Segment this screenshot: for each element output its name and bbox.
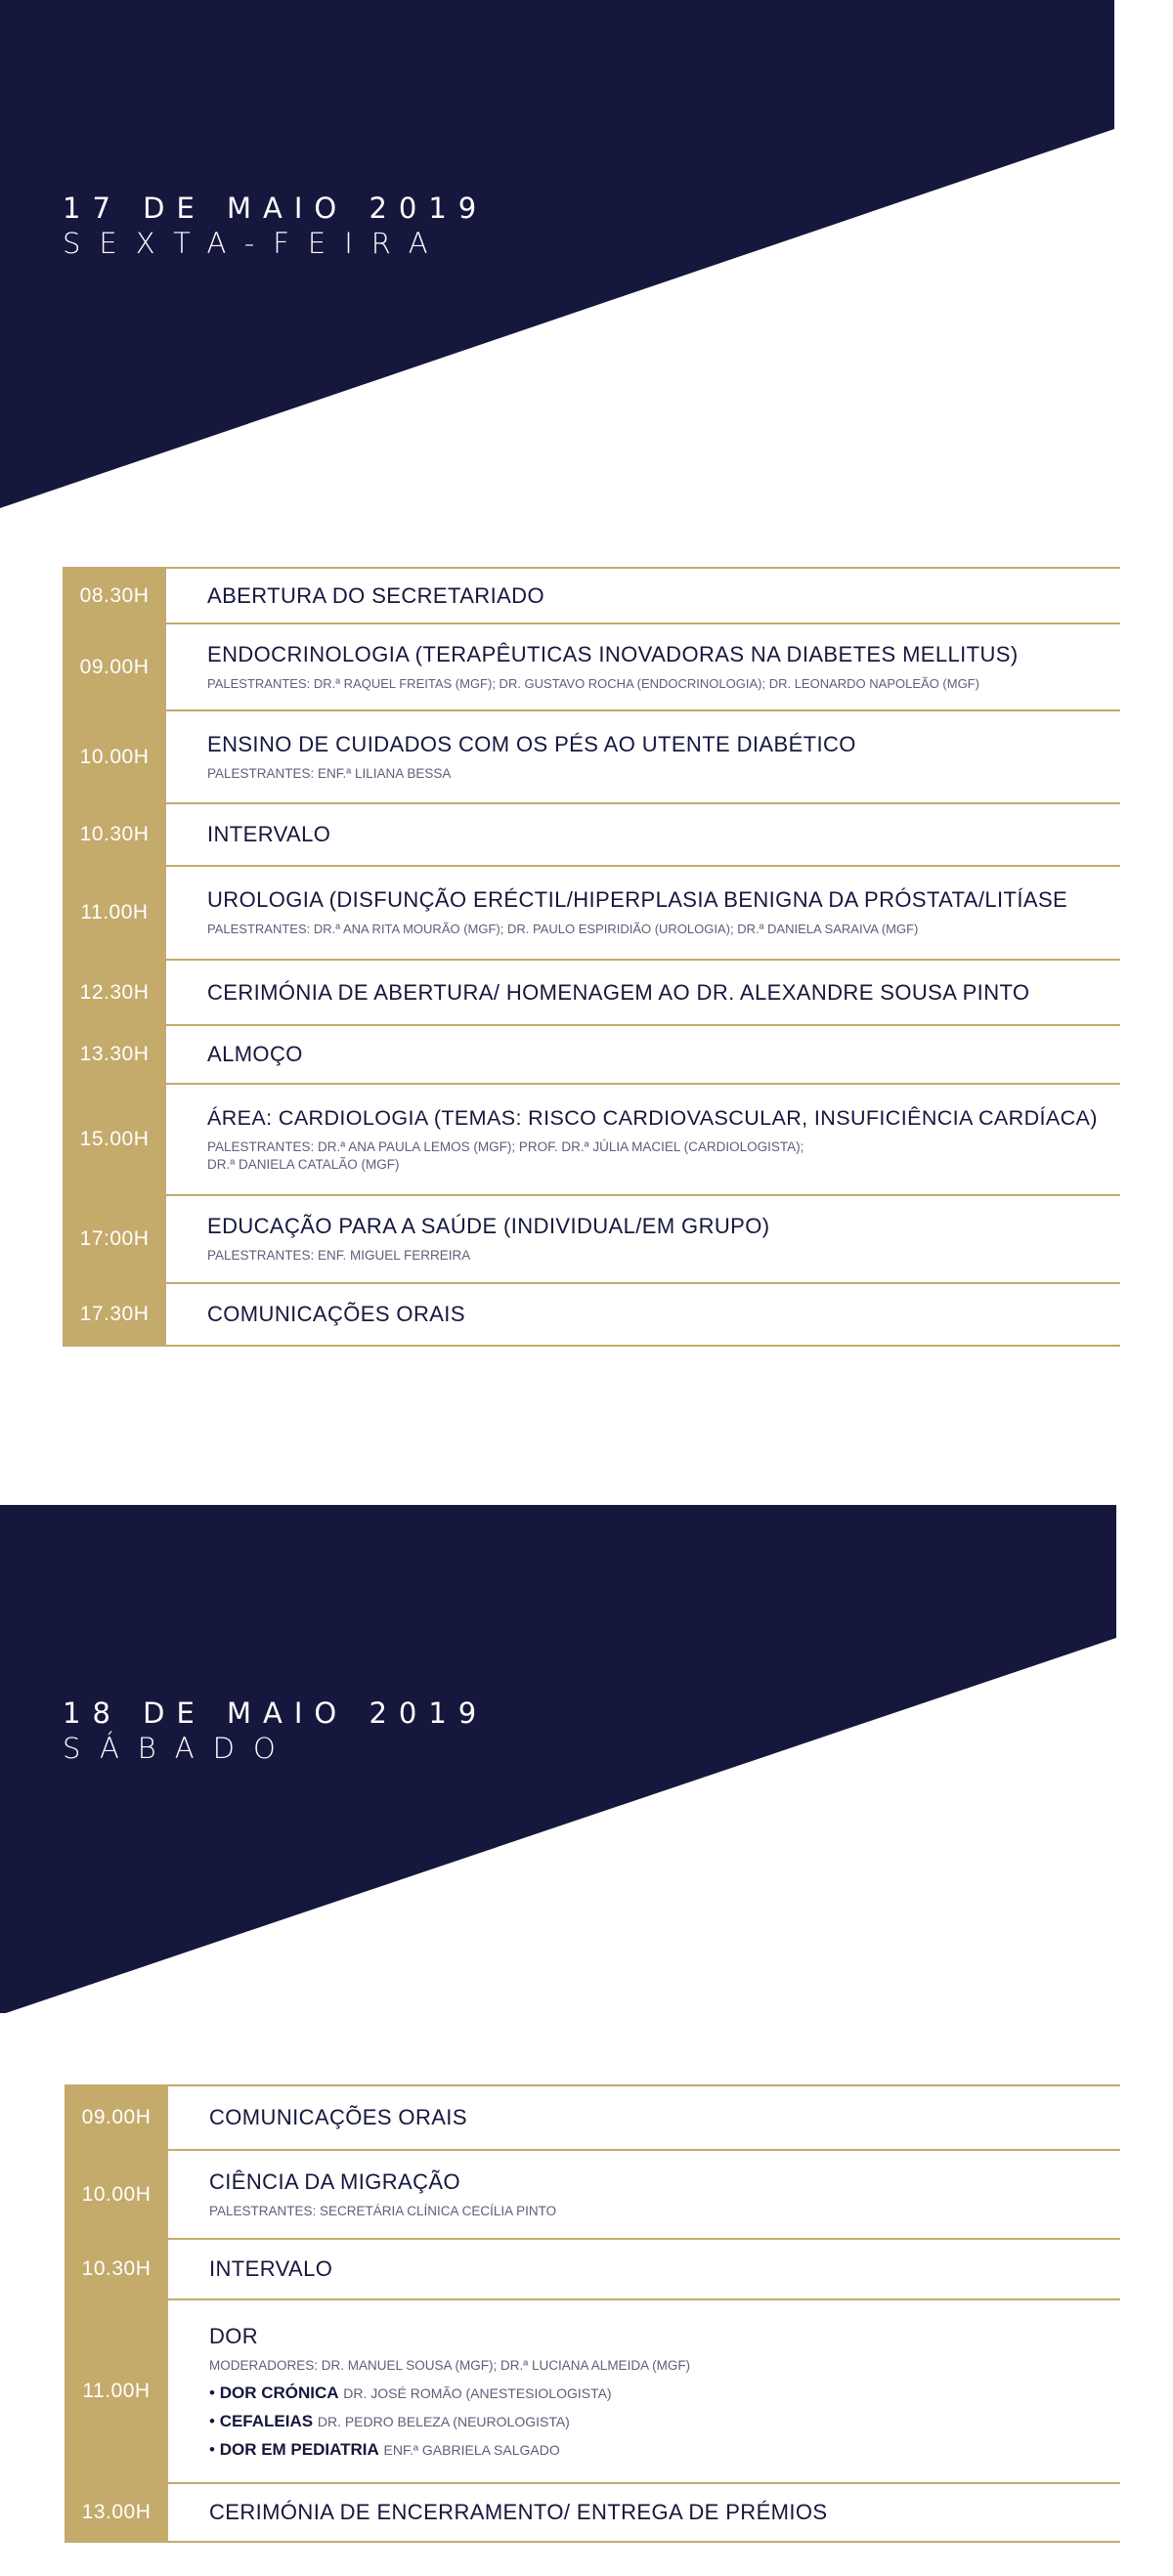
table-row bbox=[63, 867, 1120, 961]
schedule-table bbox=[65, 2084, 1120, 2543]
session-time: 13.30H bbox=[63, 1026, 166, 1083]
bullet-speaker: ENF.ª GABRIELA SALGADO bbox=[383, 2441, 560, 2458]
day-weekday: SEXTA-FEIRA bbox=[63, 227, 447, 260]
table-row bbox=[65, 2151, 1120, 2240]
session-content bbox=[166, 1026, 1120, 1083]
session-title: ENDOCRINOLOGIA (TERAPÊUTICAS INOVADORAS NA DIABETES MELLITUS) bbox=[207, 641, 1019, 666]
session-content bbox=[166, 804, 1120, 865]
session-time: 12.30H bbox=[63, 961, 166, 1024]
session-speakers: PALESTRANTES: DR.ª ANA RITA MOURÃO (MGF); DR. PAULO ESPIRIDIÃO (UROLOGIA); DR.ª DANIELA SARAIVA (MGF) bbox=[207, 922, 919, 936]
session-title: CERIMÓNIA DE ABERTURA/ HOMENAGEM AO DR. ALEXANDRE SOUSA PINTO bbox=[207, 979, 1030, 1005]
session-time: 17:00H bbox=[63, 1196, 166, 1282]
session-time: 08.30H bbox=[63, 569, 166, 623]
session-speakers: PALESTRANTES: SECRETÁRIA CLÍNICA CECÍLIA PINTO bbox=[209, 2203, 557, 2218]
table-row bbox=[65, 2086, 1120, 2151]
table-row bbox=[63, 804, 1120, 867]
table-row bbox=[63, 624, 1120, 711]
session-content bbox=[166, 1196, 1120, 1282]
table-row bbox=[65, 2300, 1120, 2484]
session-content bbox=[166, 1284, 1120, 1345]
session-content bbox=[166, 569, 1120, 623]
session-time: 10.00H bbox=[65, 2151, 168, 2238]
session-content bbox=[168, 2086, 1120, 2149]
table-row bbox=[63, 1196, 1120, 1284]
session-content bbox=[166, 624, 1120, 709]
session-content bbox=[168, 2151, 1120, 2238]
session-content bbox=[166, 867, 1120, 959]
session-content bbox=[168, 2300, 1120, 2482]
session-speakers: PALESTRANTES: DR.ª RAQUEL FREITAS (MGF); DR. GUSTAVO ROCHA (ENDOCRINOLOGIA); DR. LEONARDO NAPOLEÃO (MGF) bbox=[207, 675, 979, 691]
session-title: CERIMÓNIA DE ENCERRAMENTO/ ENTREGA DE PRÉMIOS bbox=[209, 2500, 828, 2524]
session-content bbox=[166, 1085, 1120, 1194]
session-title: COMUNICAÇÕES ORAIS bbox=[207, 1302, 465, 1326]
table-row bbox=[63, 569, 1120, 624]
session-time: 10.30H bbox=[63, 804, 166, 865]
session-time: 10.00H bbox=[63, 711, 166, 802]
bullet-topic: CEFALEIAS bbox=[219, 2411, 314, 2430]
table-row bbox=[63, 711, 1120, 804]
session-speakers: PALESTRANTES: ENF. MIGUEL FERREIRA bbox=[207, 1248, 471, 1263]
session-time: 09.00H bbox=[65, 2086, 168, 2149]
session-title: DOR bbox=[209, 2323, 259, 2348]
day-date: 18 DE MAIO 2019 bbox=[63, 1696, 489, 1730]
session-title: INTERVALO bbox=[209, 2256, 333, 2281]
day-date: 17 DE MAIO 2019 bbox=[63, 192, 489, 225]
session-speakers: PALESTRANTES: ENF.ª LILIANA BESSA bbox=[207, 765, 452, 781]
session-time: 11.00H bbox=[63, 867, 166, 959]
session-title: CIÊNCIA DA MIGRAÇÃO bbox=[209, 2168, 460, 2194]
session-content bbox=[168, 2484, 1120, 2541]
session-title: ÁREA: CARDIOLOGIA (TEMAS: RISCO CARDIOVASCULAR, INSUFICIÊNCIA CARDÍACA) bbox=[207, 1105, 1098, 1130]
session-time: 17.30H bbox=[63, 1284, 166, 1345]
session-title: EDUCAÇÃO PARA A SAÚDE (INDIVIDUAL/EM GRUPO) bbox=[207, 1214, 770, 1238]
session-title: UROLOGIA (DISFUNÇÃO ERÉCTIL/HIPERPLASIA BENIGNA DA PRÓSTATA/LITÍASE bbox=[207, 887, 1068, 912]
session-speakers: MODERADORES: DR. MANUEL SOUSA (MGF); DR.ª LUCIANA ALMEIDA (MGF) bbox=[209, 2357, 691, 2373]
session-title: INTERVALO bbox=[207, 822, 331, 846]
table-row bbox=[63, 1085, 1120, 1196]
list-item: • DOR CRÓNICA DR. JOSÉ ROMÃO (ANESTESIOLOGISTA) bbox=[209, 2383, 612, 2402]
list-item: • CEFALEIAS DR. PEDRO BELEZA (NEUROLOGISTA) bbox=[209, 2411, 570, 2430]
table-row bbox=[65, 2240, 1120, 2300]
session-title: COMUNICAÇÕES ORAIS bbox=[209, 2105, 467, 2129]
table-row bbox=[63, 1026, 1120, 1085]
session-title: ENSINO DE CUIDADOS COM OS PÉS AO UTENTE DIABÉTICO bbox=[207, 731, 856, 756]
session-content bbox=[168, 2240, 1120, 2298]
session-time: 13.00H bbox=[65, 2484, 168, 2541]
day-banner bbox=[0, 1505, 1173, 2013]
session-title: ALMOÇO bbox=[207, 1042, 303, 1066]
session-time: 10.30H bbox=[65, 2240, 168, 2298]
session-time: 15.00H bbox=[63, 1085, 166, 1194]
session-speakers: PALESTRANTES: DR.ª ANA PAULA LEMOS (MGF); PROF. DR.ª JÚLIA MACIEL (CARDIOLOGISTA); bbox=[207, 1138, 804, 1154]
schedule-table bbox=[63, 567, 1120, 1347]
session-time: 11.00H bbox=[65, 2300, 168, 2482]
session-time: 09.00H bbox=[63, 624, 166, 709]
bullet-topic: DOR CRÓNICA bbox=[219, 2383, 339, 2402]
table-row bbox=[65, 2484, 1120, 2543]
session-content bbox=[166, 961, 1120, 1024]
session-speakers: DR.ª DANIELA CATALÃO (MGF) bbox=[207, 1156, 400, 1172]
day-weekday: SÁBADO bbox=[63, 1732, 294, 1765]
bullet-speaker: DR. PEDRO BELEZA (NEUROLOGISTA) bbox=[317, 2413, 570, 2429]
bullet-topic: DOR EM PEDIATRIA bbox=[219, 2439, 379, 2459]
session-title: ABERTURA DO SECRETARIADO bbox=[207, 582, 544, 608]
session-content bbox=[166, 711, 1120, 802]
list-item: • DOR EM PEDIATRIA ENF.ª GABRIELA SALGADO bbox=[209, 2439, 560, 2459]
day-banner bbox=[0, 0, 1173, 508]
table-row bbox=[63, 1284, 1120, 1347]
bullet-speaker: DR. JOSÉ ROMÃO (ANESTESIOLOGISTA) bbox=[343, 2384, 612, 2401]
table-row bbox=[63, 961, 1120, 1026]
